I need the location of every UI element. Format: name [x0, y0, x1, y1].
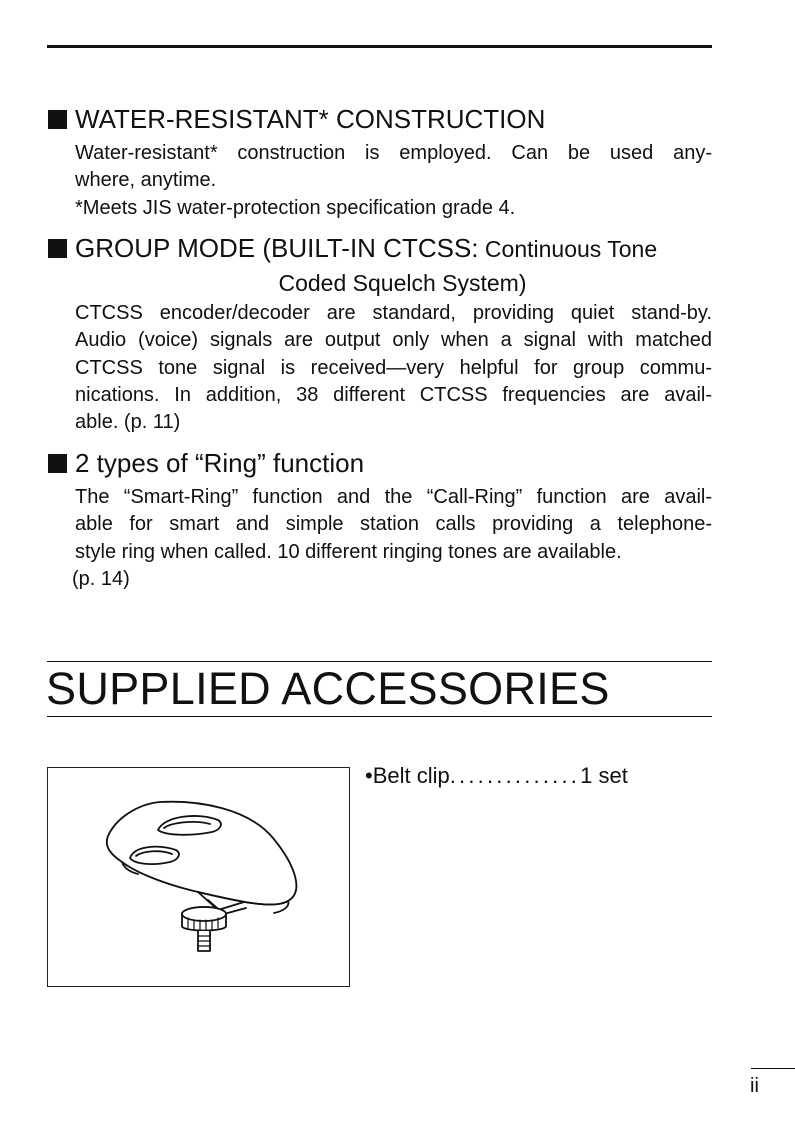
accessories-rule-top [47, 661, 712, 662]
group-mode-heading-main: GROUP MODE (BUILT-IN CTCSS: [75, 233, 479, 263]
body-line: able. (p. 11) [75, 411, 181, 434]
body-line: nications. In addition, 38 different CTCSS frequencies are avail- [75, 383, 712, 406]
group-mode-heading [48, 233, 712, 298]
item-name: Belt clip [372, 763, 450, 788]
body-line: CTCSS tone signal is received—very helpful for group commu- [75, 356, 712, 379]
belt-clip-figure [47, 767, 350, 987]
square-bullet-icon [48, 239, 67, 258]
body-line: able for smart and simple station calls providing a telephone- [75, 513, 712, 536]
item-quantity: 1 set [580, 763, 628, 788]
water-resistant-heading-text: WATER-RESISTANT* CONSTRUCTION [75, 104, 546, 134]
ring-function-heading-text: 2 types of “Ring” function [75, 448, 365, 478]
body-line: where, anytime. [75, 169, 217, 192]
accessories-rule-bottom [47, 716, 712, 717]
body-line: *Meets JIS water-protection specification grade 4. [75, 196, 516, 219]
square-bullet-icon [48, 454, 67, 473]
body-line: Water-resistant* construction is employed. Can be used any- [75, 142, 712, 164]
ring-function-body [72, 484, 712, 593]
page-number: ii [750, 1075, 759, 1097]
ring-function-heading [48, 448, 364, 478]
body-line: style ring when called. 10 different ringing tones are available. [75, 540, 622, 563]
item-bullet: • [365, 763, 373, 788]
body-line: Audio (voice) signals are output only when a signal with matched [75, 329, 712, 352]
top-rule [47, 45, 712, 48]
group-mode-heading-sub: Continuous Tone [478, 236, 658, 262]
body-line: CTCSS encoder/decoder are standard, providing quiet stand-by. [75, 302, 712, 324]
group-mode-heading-line2: Coded Squelch System) [278, 270, 527, 296]
body-line: (p. 14) [72, 567, 130, 590]
accessories-title: SUPPLIED ACCESSORIES [46, 663, 610, 714]
group-mode-body [75, 300, 712, 436]
water-resistant-body [75, 140, 712, 222]
body-line: The “Smart-Ring” function and the “Call-Ring” function are avail- [75, 486, 712, 508]
page-number-rule [751, 1068, 795, 1069]
square-bullet-icon [48, 110, 67, 129]
accessory-item-belt-clip [365, 762, 628, 790]
dot-leader: .............. [449, 763, 581, 788]
belt-clip-icon [48, 768, 348, 985]
water-resistant-heading [48, 104, 545, 134]
